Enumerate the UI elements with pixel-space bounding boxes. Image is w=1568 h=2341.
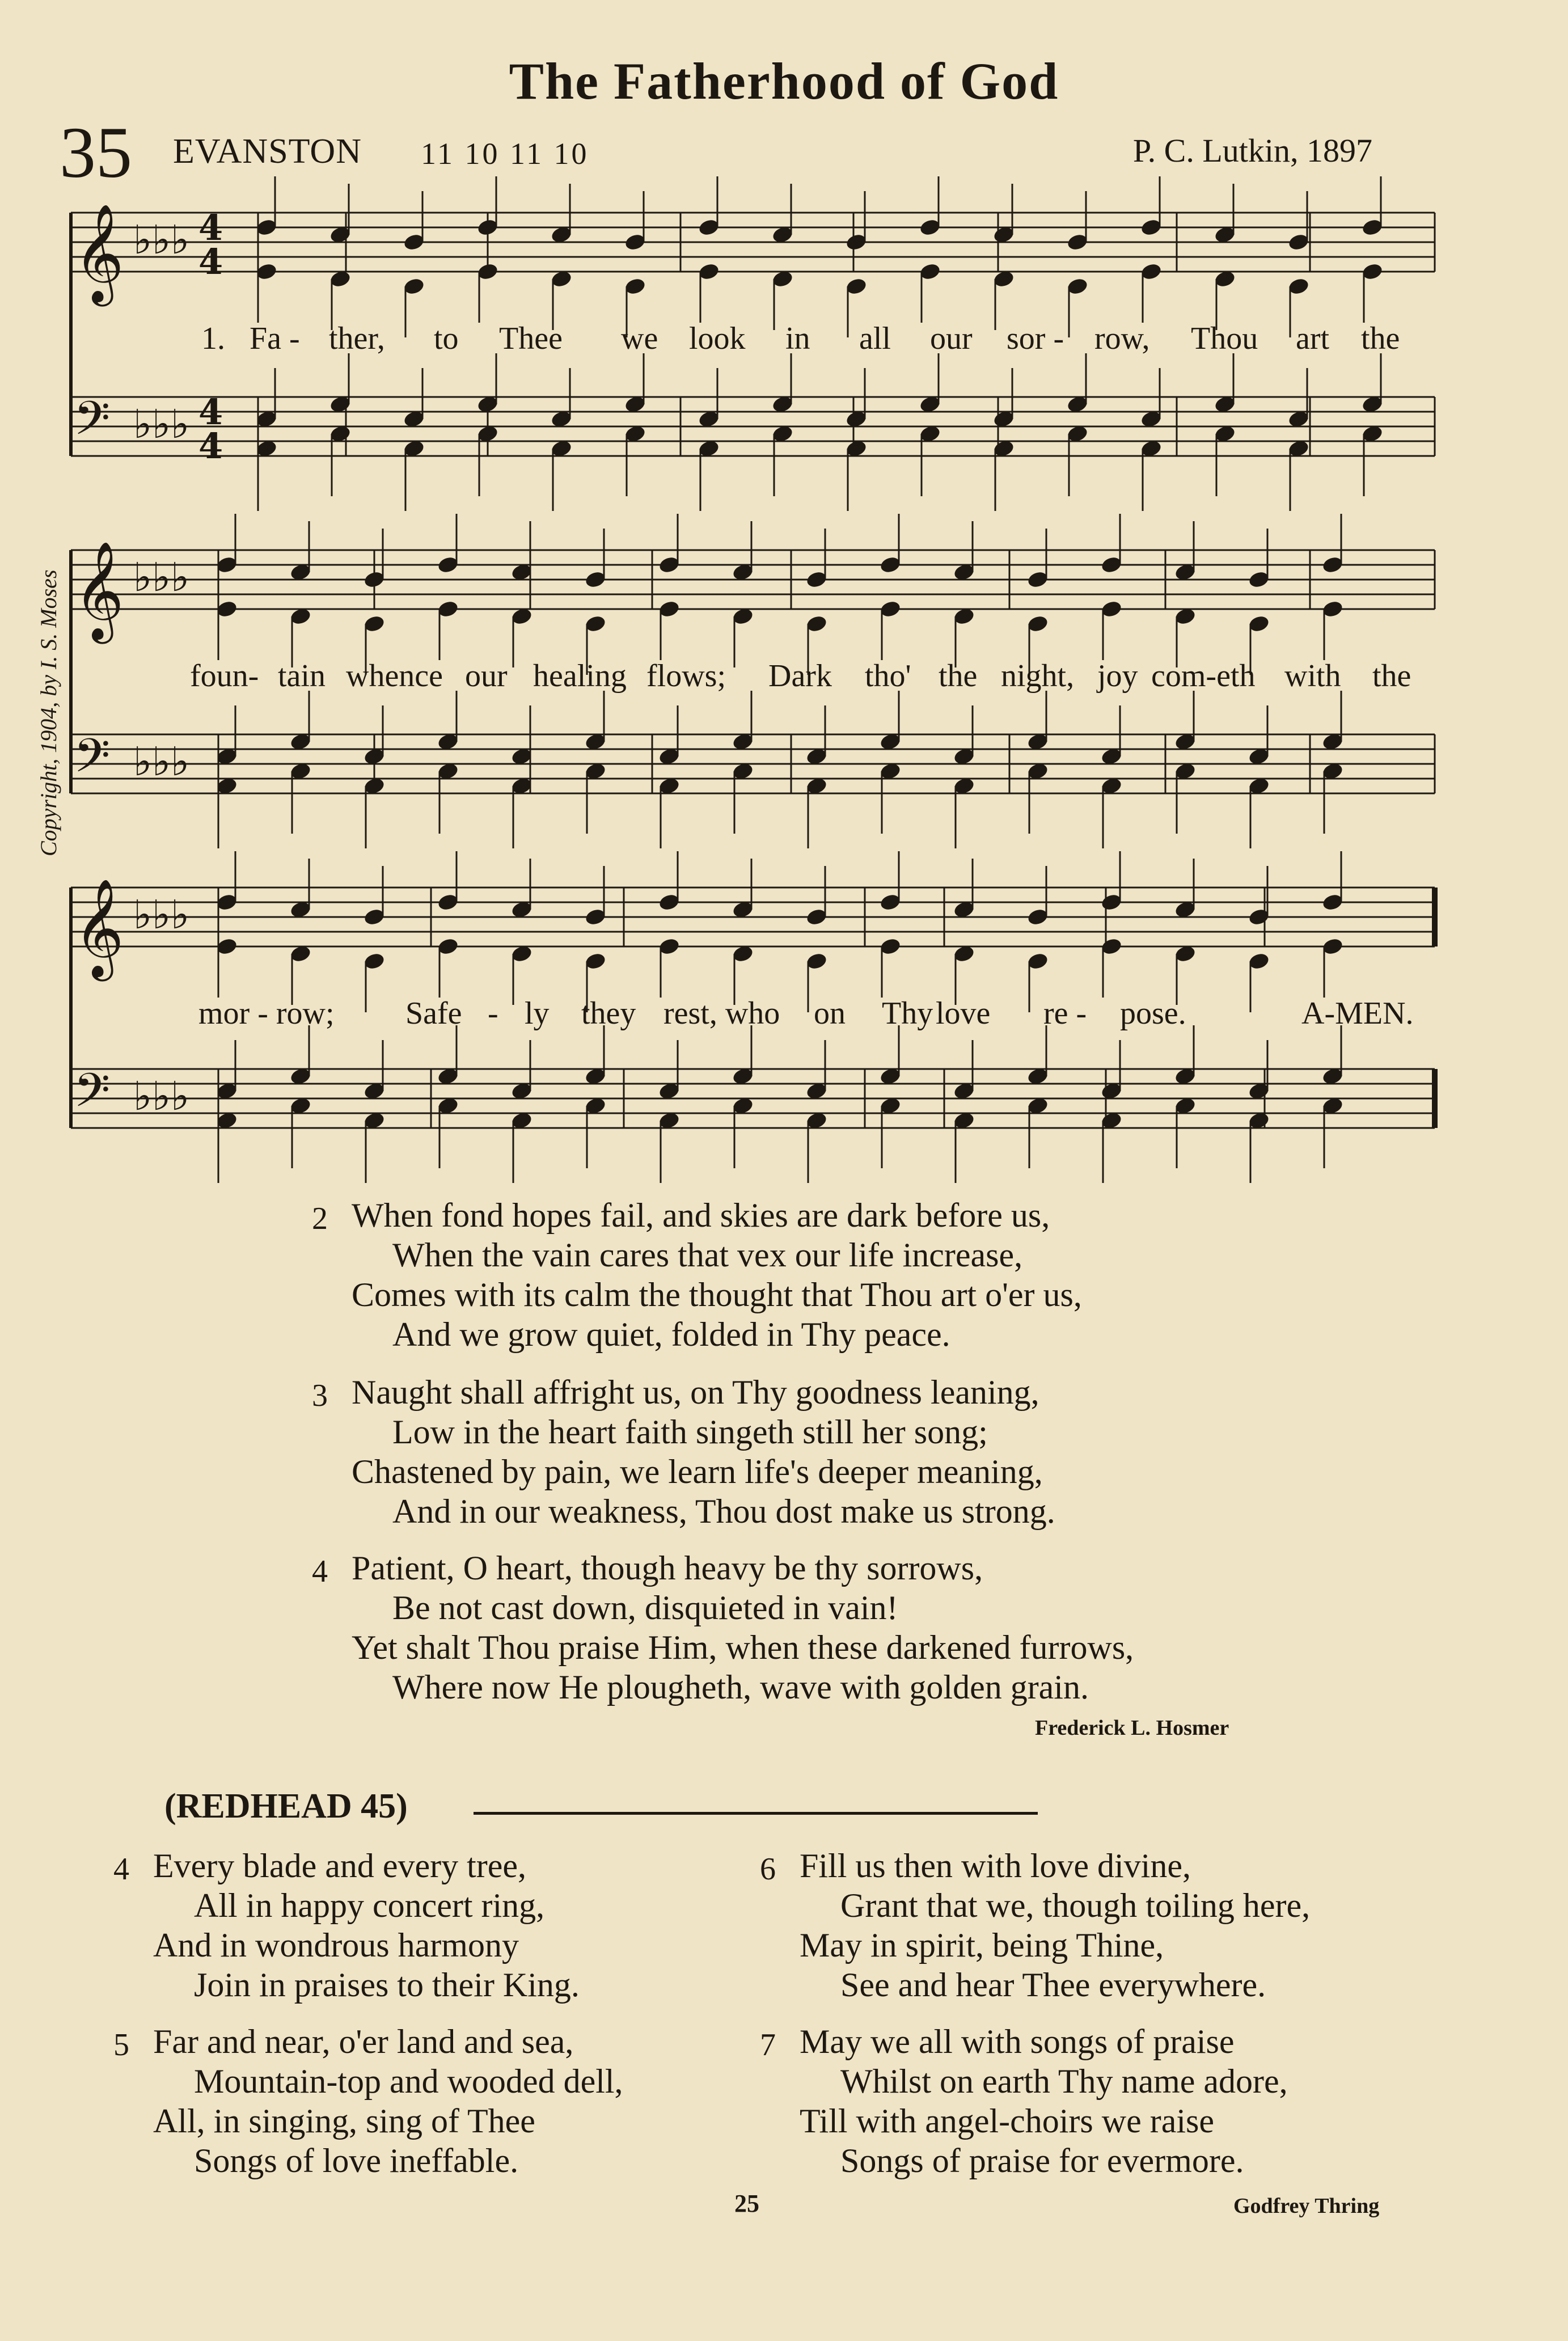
composer: P. C. Lutkin, 1897 xyxy=(1132,132,1372,169)
verse-line: When the vain cares that vex our life increase, xyxy=(392,1236,1023,1274)
time-signature-icon: 4 xyxy=(198,391,223,433)
meter: 11 10 11 10 xyxy=(421,137,589,171)
page-number: 25 xyxy=(734,2190,759,2217)
verse-number: 2 xyxy=(312,1201,328,1236)
redhead-verse-4 xyxy=(113,1846,580,2005)
lyric-syllable: A-MEN. xyxy=(1301,996,1414,1031)
verse-line: All, in singing, sing of Thee xyxy=(153,2102,535,2140)
lyric-syllable: look xyxy=(689,321,746,356)
verse-line: Every blade and every tree, xyxy=(153,1847,526,1884)
verse-line: And we grow quiet, folded in Thy peace. xyxy=(392,1316,950,1353)
lyric-syllable: tho' xyxy=(865,658,911,694)
verse-line: May in spirit, being Thine, xyxy=(800,1926,1164,1964)
lyric-syllable: Safe xyxy=(405,996,462,1031)
verse-line: See and hear Thee everywhere. xyxy=(840,1966,1266,2004)
verse-line: Songs of love ineffable. xyxy=(194,2142,519,2179)
verse-number: 5 xyxy=(113,2027,129,2063)
lyric-syllable: the xyxy=(939,658,978,694)
key-signature-icon: ♭♭♭ xyxy=(133,401,190,447)
divider xyxy=(474,1812,1038,1815)
bass-clef-icon: 𝄢 xyxy=(74,728,111,795)
verse-line: Songs of praise for evermore. xyxy=(840,2142,1244,2179)
verse-line: Join in praises to their King. xyxy=(194,1966,580,2004)
verse-line: Far and near, o'er land and sea, xyxy=(153,2023,574,2060)
verse-number: 4 xyxy=(312,1554,328,1589)
verse-line: All in happy concert ring, xyxy=(194,1887,545,1924)
verse-line: And in our weakness, Thou dost make us strong. xyxy=(392,1493,1055,1530)
bass-clef-icon: 𝄢 xyxy=(74,391,111,457)
lyric-syllable: they xyxy=(581,996,636,1031)
hymn-author: Frederick L. Hosmer xyxy=(1035,1716,1229,1740)
verse-line: May we all with songs of praise xyxy=(800,2023,1235,2060)
lyric-syllable: row, xyxy=(1094,321,1150,356)
lyric-line-3 xyxy=(0,995,1568,1035)
lyric-syllable: foun- xyxy=(190,658,259,694)
key-signature-icon: ♭♭♭ xyxy=(133,217,190,263)
lyric-syllable: rest, who xyxy=(663,996,780,1031)
lyric-syllable: Thou xyxy=(1191,321,1258,356)
verse-2 xyxy=(312,1195,1082,1354)
hymn-number: 35 xyxy=(60,112,132,193)
verse-line: Till with angel-choirs we raise xyxy=(800,2102,1214,2140)
key-signature-icon: ♭♭♭ xyxy=(133,891,190,938)
verse-line: Naught shall affright us, on Thy goodness leaning, xyxy=(352,1374,1039,1411)
lyric-syllable: - xyxy=(488,996,498,1031)
time-signature-icon: 4 xyxy=(198,425,223,467)
lyric-syllable: the xyxy=(1372,658,1411,694)
lyric-syllable: tain xyxy=(278,658,326,694)
key-signature-icon: ♭♭♭ xyxy=(133,1073,190,1119)
lyric-syllable: our xyxy=(930,321,973,356)
lyric-syllable: ther, xyxy=(329,321,385,356)
lyric-line-1 xyxy=(0,320,1568,360)
verse-number: 7 xyxy=(760,2027,776,2063)
tune-name: EVANSTON xyxy=(173,132,362,171)
verse-line: And in wondrous harmony xyxy=(153,1926,519,1964)
verse-line: Patient, O heart, though heavy be thy sorrows, xyxy=(352,1549,983,1587)
verse-line: Where now He plougheth, wave with golden grain. xyxy=(392,1668,1089,1706)
lyric-syllable: Dark xyxy=(768,658,832,694)
page-title: The Fatherhood of God xyxy=(509,52,1059,110)
key-signature-icon: ♭♭♭ xyxy=(133,554,190,601)
lyric-syllable: mor - row; xyxy=(198,996,335,1031)
verse-number: 4 xyxy=(113,1852,129,1887)
verse-number: 6 xyxy=(760,1852,776,1887)
lyric-syllable: re - xyxy=(1043,996,1087,1031)
verse-line: When fond hopes fail, and skies are dark before us, xyxy=(352,1197,1050,1234)
redhead-heading: (REDHEAD 45) xyxy=(164,1787,408,1826)
lyric-syllable: art xyxy=(1296,321,1330,356)
verse-3 xyxy=(312,1372,1055,1531)
lyric-syllable: Thee xyxy=(499,321,563,356)
verse-line: Fill us then with love divine, xyxy=(800,1847,1191,1884)
verse-line: Be not cast down, disquieted in vain! xyxy=(392,1589,898,1626)
treble-clef-icon: 𝄞 xyxy=(74,878,124,977)
bass-clef-icon: 𝄢 xyxy=(74,1063,111,1129)
redhead-verse-6 xyxy=(760,1846,1311,2005)
verse-line: Yet shalt Thou praise Him, when these darkened furrows, xyxy=(352,1629,1134,1666)
lyric-syllable: in xyxy=(785,321,810,356)
lyric-syllable: pose. xyxy=(1120,996,1186,1031)
treble-clef-icon: 𝄞 xyxy=(74,541,124,640)
verse-line: Mountain-top and wooded dell, xyxy=(194,2063,623,2100)
verse-line: Grant that we, though toiling here, xyxy=(840,1887,1311,1924)
key-signature-icon: ♭♭♭ xyxy=(133,738,190,785)
lyric-syllable: all xyxy=(859,321,891,356)
treble-clef-icon: 𝄞 xyxy=(74,204,124,302)
lyric-syllable: healing xyxy=(533,658,627,694)
copyright-notice: Copyright, 1904, by I. S. Moses xyxy=(36,569,61,856)
redhead-verse-7 xyxy=(760,2022,1288,2181)
lyric-syllable: with xyxy=(1284,658,1341,694)
redhead-verse-5 xyxy=(113,2022,623,2181)
verse-line: Whilst on earth Thy name adore, xyxy=(840,2063,1288,2100)
lyric-syllable: flows; xyxy=(646,658,726,694)
lyric-syllable: com-eth xyxy=(1151,658,1256,694)
lyric-syllable: Fa - xyxy=(250,321,300,356)
lyric-syllable: 1. xyxy=(201,321,225,356)
verse-line: Low in the heart faith singeth still her song; xyxy=(392,1413,988,1451)
verse-line: Comes with its calm the thought that Thou art o'er us, xyxy=(352,1276,1082,1313)
redhead-author: Godfrey Thring xyxy=(1233,2194,1380,2218)
verse-number: 3 xyxy=(312,1378,328,1413)
verse-line: Chastened by pain, we learn life's deeper meaning, xyxy=(352,1453,1043,1490)
lyric-syllable: to xyxy=(434,321,459,356)
verse-4 xyxy=(312,1548,1134,1707)
time-signature-icon: 4 xyxy=(198,241,223,282)
lyric-line-2 xyxy=(0,658,1568,698)
time-signature-icon: 4 xyxy=(198,207,223,248)
lyric-syllable: our xyxy=(465,658,508,694)
lyric-syllable: whence xyxy=(346,658,443,694)
lyric-syllable: night, xyxy=(1001,658,1075,694)
lyric-syllable: the xyxy=(1361,321,1400,356)
lyric-syllable: joy xyxy=(1097,658,1138,694)
lyric-syllable: love xyxy=(936,996,991,1031)
lyric-syllable: Thy xyxy=(882,996,933,1031)
lyric-syllable: ly xyxy=(525,996,550,1031)
lyric-syllable: on xyxy=(814,996,846,1031)
lyric-syllable: we xyxy=(621,321,658,356)
lyric-syllable: sor - xyxy=(1007,321,1064,356)
